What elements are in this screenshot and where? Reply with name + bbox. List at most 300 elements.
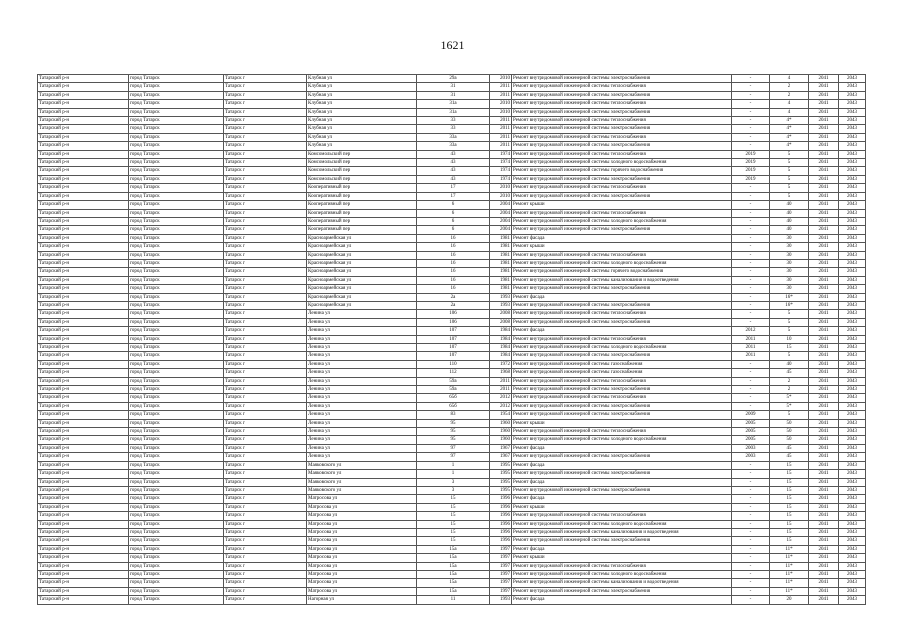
end-year-cell: 2043 [839,461,866,469]
end-year-cell: 2043 [839,201,866,209]
work-type-cell: Ремонт крыши [512,554,732,562]
work-type-cell: Ремонт внутридомовой инженерной системы теплоснабжения [512,562,732,570]
build-year-cell: 2011 [490,83,512,91]
house-number-cell: 16 [417,285,490,293]
house-number-cell: 110 [417,360,490,368]
last-repair-year-cell: 2019 [732,167,770,175]
settlement-cell: Татарск г [224,75,307,83]
end-year-cell: 2043 [839,192,866,200]
end-year-cell: 2043 [839,125,866,133]
build-year-cell: 1974 [490,167,512,175]
settlement-cell: Татарск г [224,159,307,167]
end-year-cell: 2043 [839,386,866,394]
last-repair-year-cell: - [732,142,770,150]
wear-percent-cell: 11* [770,570,809,578]
municipality-cell: город Татарск [129,327,224,335]
end-year-cell: 2043 [839,75,866,83]
wear-percent-cell: 5 [770,411,809,419]
settlement-cell: Татарск г [224,201,307,209]
settlement-cell: Татарск г [224,428,307,436]
build-year-cell: 2011 [490,142,512,150]
last-repair-year-cell: - [732,276,770,284]
district-cell: Татарский р-н [38,335,129,343]
last-repair-year-cell: - [732,587,770,595]
street-cell: Комсомольский пер [307,150,417,158]
municipality-cell: город Татарск [129,428,224,436]
street-cell: Маяковского ул [307,461,417,469]
house-number-cell: 15 [417,495,490,503]
district-cell: Татарский р-н [38,167,129,175]
settlement-cell: Татарск г [224,301,307,309]
street-cell: Ленина ул [307,369,417,377]
end-year-cell: 2043 [839,520,866,528]
district-cell: Татарский р-н [38,360,129,368]
wear-percent-cell: 45 [770,453,809,461]
start-year-cell: 2041 [809,545,839,553]
wear-percent-cell: 50 [770,428,809,436]
last-repair-year-cell: - [732,91,770,99]
build-year-cell: 1981 [490,276,512,284]
work-type-cell: Ремонт внутридомовой инженерной системы теплоснабжения [512,117,732,125]
work-type-cell: Ремонт внутридомовой инженерной системы теплоснабжения [512,335,732,343]
house-number-cell: 33а [417,142,490,150]
settlement-cell: Татарск г [224,495,307,503]
district-cell: Татарский р-н [38,91,129,99]
end-year-cell: 2043 [839,243,866,251]
last-repair-year-cell: - [732,562,770,570]
build-year-cell: 1960 [490,419,512,427]
work-type-cell: Ремонт внутридомовой инженерной системы теплоснабжения [512,377,732,385]
house-number-cell: 2а [417,293,490,301]
street-cell: Красноармейская ул [307,268,417,276]
last-repair-year-cell: - [732,537,770,545]
build-year-cell: 1974 [490,150,512,158]
municipality-cell: город Татарск [129,335,224,343]
house-number-cell: 3 [417,486,490,494]
wear-percent-cell: 11* [770,554,809,562]
build-year-cell: 1997 [490,562,512,570]
wear-percent-cell: 50 [770,436,809,444]
municipality-cell: город Татарск [129,369,224,377]
settlement-cell: Татарск г [224,486,307,494]
build-year-cell: 1993 [490,293,512,301]
municipality-cell: город Татарск [129,201,224,209]
district-cell: Татарский р-н [38,394,129,402]
work-type-cell: Ремонт внутридомовой инженерной системы газоснабжения [512,369,732,377]
build-year-cell: 1967 [490,453,512,461]
last-repair-year-cell: - [732,301,770,309]
start-year-cell: 2041 [809,91,839,99]
wear-percent-cell: 15 [770,528,809,536]
start-year-cell: 2041 [809,75,839,83]
municipality-cell: город Татарск [129,520,224,528]
house-number-cell: 43 [417,167,490,175]
municipality-cell: город Татарск [129,100,224,108]
district-cell: Татарский р-н [38,486,129,494]
municipality-cell: город Татарск [129,486,224,494]
build-year-cell: 1981 [490,268,512,276]
work-type-cell: Ремонт внутридомовой инженерной системы теплоснабжения [512,394,732,402]
wear-percent-cell: 15 [770,503,809,511]
table-row [38,570,866,578]
settlement-cell: Татарск г [224,562,307,570]
street-cell: Ленина ул [307,327,417,335]
street-cell: Красноармейская ул [307,251,417,259]
table-row [38,217,866,225]
start-year-cell: 2041 [809,360,839,368]
build-year-cell: 1984 [490,327,512,335]
municipality-cell: город Татарск [129,562,224,570]
district-cell: Татарский р-н [38,453,129,461]
street-cell: Нагорная ул [307,596,417,604]
start-year-cell: 2041 [809,192,839,200]
house-number-cell: 83 [417,411,490,419]
house-number-cell: 11 [417,596,490,604]
end-year-cell: 2043 [839,512,866,520]
street-cell: Клубная ул [307,125,417,133]
end-year-cell: 2043 [839,377,866,385]
work-type-cell: Ремонт внутридомовой инженерной системы электроснабжения [512,486,732,494]
wear-percent-cell: 5 [770,327,809,335]
start-year-cell: 2041 [809,503,839,511]
district-cell: Татарский р-н [38,75,129,83]
build-year-cell: 1997 [490,579,512,587]
settlement-cell: Татарск г [224,142,307,150]
house-number-cell: 33а [417,133,490,141]
last-repair-year-cell: - [732,209,770,217]
build-year-cell: 2010 [490,100,512,108]
wear-percent-cell: 11* [770,545,809,553]
street-cell: Клубная ул [307,142,417,150]
district-cell: Татарский р-н [38,251,129,259]
municipality-cell: город Татарск [129,495,224,503]
table-row [38,512,866,520]
last-repair-year-cell: 2011 [732,352,770,360]
end-year-cell: 2043 [839,251,866,259]
end-year-cell: 2043 [839,394,866,402]
end-year-cell: 2043 [839,436,866,444]
district-cell: Татарский р-н [38,436,129,444]
street-cell: Клубная ул [307,75,417,83]
build-year-cell: 1960 [490,428,512,436]
house-number-cell: 31 [417,83,490,91]
last-repair-year-cell: 2005 [732,419,770,427]
house-number-cell: 3 [417,478,490,486]
end-year-cell: 2043 [839,301,866,309]
wear-percent-cell: 30 [770,268,809,276]
table-row [38,327,866,335]
municipality-cell: город Татарск [129,419,224,427]
work-type-cell: Ремонт фасада [512,545,732,553]
table-row [38,133,866,141]
last-repair-year-cell: - [732,512,770,520]
build-year-cell: 1996 [490,495,512,503]
house-number-cell: 107 [417,327,490,335]
street-cell: Матросова ул [307,520,417,528]
settlement-cell: Татарск г [224,108,307,116]
wear-percent-cell: 4* [770,117,809,125]
house-number-cell: 16 [417,251,490,259]
table-row [38,554,866,562]
end-year-cell: 2043 [839,478,866,486]
last-repair-year-cell: - [732,528,770,536]
house-number-cell: 107 [417,344,490,352]
work-type-cell: Ремонт внутридомовой инженерной системы теплоснабжения [512,251,732,259]
municipality-cell: город Татарск [129,545,224,553]
work-type-cell: Ремонт внутридомовой инженерной системы электроснабжения [512,352,732,360]
municipality-cell: город Татарск [129,293,224,301]
work-type-cell: Ремонт внутридомовой инженерной системы газоснабжения [512,360,732,368]
table-row [38,436,866,444]
settlement-cell: Татарск г [224,377,307,385]
house-number-cell: 31а [417,100,490,108]
settlement-cell: Татарск г [224,217,307,225]
work-type-cell: Ремонт внутридомовой инженерной системы электроснабжения [512,453,732,461]
house-number-cell: 16 [417,234,490,242]
table-row [38,587,866,595]
district-cell: Татарский р-н [38,243,129,251]
build-year-cell: 1995 [490,478,512,486]
page-number: 1621 [440,38,465,52]
district-cell: Татарский р-н [38,428,129,436]
table-row [38,276,866,284]
district-cell: Татарский р-н [38,117,129,125]
table-row [38,411,866,419]
street-cell: Маяковского ул [307,486,417,494]
last-repair-year-cell: - [732,268,770,276]
last-repair-year-cell: - [732,478,770,486]
district-cell: Татарский р-н [38,285,129,293]
table-row [38,318,866,326]
street-cell: Клубная ул [307,91,417,99]
settlement-cell: Татарск г [224,579,307,587]
end-year-cell: 2043 [839,453,866,461]
table-row [38,226,866,234]
last-repair-year-cell: 2012 [732,327,770,335]
last-repair-year-cell: - [732,226,770,234]
last-repair-year-cell: - [732,83,770,91]
house-number-cell: 2а [417,301,490,309]
wear-percent-cell: 15 [770,478,809,486]
build-year-cell: 2008 [490,318,512,326]
street-cell: Ленина ул [307,444,417,452]
house-number-cell: 97 [417,453,490,461]
wear-percent-cell: 50 [770,419,809,427]
municipality-cell: город Татарск [129,268,224,276]
street-cell: Ленина ул [307,419,417,427]
table-row [38,201,866,209]
table-row [38,369,866,377]
municipality-cell: город Татарск [129,478,224,486]
wear-percent-cell: 45 [770,444,809,452]
district-cell: Татарский р-н [38,234,129,242]
street-cell: Ленина ул [307,344,417,352]
municipality-cell: город Татарск [129,377,224,385]
municipality-cell: город Татарск [129,394,224,402]
table-row [38,545,866,553]
start-year-cell: 2041 [809,184,839,192]
table-row [38,528,866,536]
start-year-cell: 2041 [809,167,839,175]
table-row [38,394,866,402]
wear-percent-cell: 11* [770,587,809,595]
table-row [38,344,866,352]
street-cell: Ленина ул [307,310,417,318]
last-repair-year-cell: - [732,133,770,141]
street-cell: Матросова ул [307,570,417,578]
last-repair-year-cell: 2011 [732,344,770,352]
capital-repair-table [37,74,866,605]
house-number-cell: 31 [417,91,490,99]
settlement-cell: Татарск г [224,436,307,444]
last-repair-year-cell: - [732,259,770,267]
settlement-cell: Татарск г [224,352,307,360]
start-year-cell: 2041 [809,150,839,158]
street-cell: Красноармейская ул [307,301,417,309]
table-row [38,419,866,427]
settlement-cell: Татарск г [224,293,307,301]
end-year-cell: 2043 [839,470,866,478]
table-row [38,470,866,478]
district-cell: Татарский р-н [38,344,129,352]
district-cell: Татарский р-н [38,150,129,158]
start-year-cell: 2041 [809,117,839,125]
work-type-cell: Ремонт внутридомовой инженерной системы теплоснабжения [512,100,732,108]
start-year-cell: 2041 [809,369,839,377]
build-year-cell: 2004 [490,217,512,225]
street-cell: Матросова ул [307,503,417,511]
district-cell: Татарский р-н [38,192,129,200]
house-number-cell: 43 [417,159,490,167]
district-cell: Татарский р-н [38,159,129,167]
wear-percent-cell: 16* [770,293,809,301]
street-cell: Кооперативный пер [307,209,417,217]
end-year-cell: 2043 [839,117,866,125]
end-year-cell: 2043 [839,419,866,427]
end-year-cell: 2043 [839,596,866,604]
table-row [38,486,866,494]
end-year-cell: 2043 [839,108,866,116]
municipality-cell: город Татарск [129,226,224,234]
last-repair-year-cell: - [732,554,770,562]
municipality-cell: город Татарск [129,436,224,444]
last-repair-year-cell: - [732,217,770,225]
work-type-cell: Ремонт внутридомовой инженерной системы горячего водоснабжения [512,268,732,276]
table-row [38,402,866,410]
work-type-cell: Ремонт внутридомовой инженерной системы электроснабжения [512,75,732,83]
build-year-cell: 1974 [490,159,512,167]
last-repair-year-cell: - [732,579,770,587]
settlement-cell: Татарск г [224,327,307,335]
district-cell: Татарский р-н [38,554,129,562]
build-year-cell: 1984 [490,344,512,352]
wear-percent-cell: 11* [770,562,809,570]
end-year-cell: 2043 [839,579,866,587]
district-cell: Татарский р-н [38,537,129,545]
build-year-cell: 2011 [490,117,512,125]
work-type-cell: Ремонт внутридомовой инженерной системы теплоснабжения [512,184,732,192]
street-cell: Ленина ул [307,318,417,326]
street-cell: Маяковского ул [307,470,417,478]
work-type-cell: Ремонт внутридомовой инженерной системы горячего водоснабжения [512,167,732,175]
municipality-cell: город Татарск [129,175,224,183]
last-repair-year-cell: - [732,520,770,528]
end-year-cell: 2043 [839,234,866,242]
wear-percent-cell: 5 [770,184,809,192]
house-number-cell: 15 [417,503,490,511]
build-year-cell: 2011 [490,91,512,99]
end-year-cell: 2043 [839,537,866,545]
house-number-cell: 15 [417,528,490,536]
wear-percent-cell: 2 [770,377,809,385]
work-type-cell: Ремонт внутридомовой инженерной системы канализования и водоотведения [512,528,732,536]
end-year-cell: 2043 [839,142,866,150]
table-row [38,285,866,293]
wear-percent-cell: 40 [770,226,809,234]
work-type-cell: Ремонт внутридомовой инженерной системы электроснабжения [512,175,732,183]
end-year-cell: 2043 [839,209,866,217]
wear-percent-cell: 15 [770,486,809,494]
end-year-cell: 2043 [839,318,866,326]
settlement-cell: Татарск г [224,478,307,486]
last-repair-year-cell: 2005 [732,428,770,436]
district-cell: Татарский р-н [38,226,129,234]
start-year-cell: 2041 [809,100,839,108]
table-row [38,495,866,503]
last-repair-year-cell: - [732,75,770,83]
work-type-cell: Ремонт внутридомовой инженерной системы электроснабжения [512,470,732,478]
work-type-cell: Ремонт внутридомовой инженерной системы электроснабжения [512,285,732,293]
start-year-cell: 2041 [809,318,839,326]
municipality-cell: город Татарск [129,461,224,469]
last-repair-year-cell: - [732,360,770,368]
street-cell: Матросова ул [307,587,417,595]
street-cell: Ленина ул [307,453,417,461]
wear-percent-cell: 30 [770,243,809,251]
district-cell: Татарский р-н [38,596,129,604]
work-type-cell: Ремонт внутридомовой инженерной системы канализования и водоотведения [512,579,732,587]
end-year-cell: 2043 [839,411,866,419]
start-year-cell: 2041 [809,108,839,116]
build-year-cell: 1981 [490,234,512,242]
work-type-cell: Ремонт внутридомовой инженерной системы теплоснабжения [512,310,732,318]
settlement-cell: Татарск г [224,100,307,108]
end-year-cell: 2043 [839,133,866,141]
house-number-cell: 29а [417,75,490,83]
settlement-cell: Татарск г [224,117,307,125]
work-type-cell: Ремонт внутридомовой инженерной системы холодного водоснабжения [512,520,732,528]
table-row [38,125,866,133]
table-row [38,117,866,125]
build-year-cell: 2008 [490,310,512,318]
last-repair-year-cell: - [732,184,770,192]
last-repair-year-cell: - [732,369,770,377]
table-row [38,234,866,242]
settlement-cell: Татарск г [224,344,307,352]
house-number-cell: 1 [417,461,490,469]
district-cell: Татарский р-н [38,327,129,335]
build-year-cell: 1984 [490,352,512,360]
wear-percent-cell: 15 [770,495,809,503]
house-number-cell: 33 [417,117,490,125]
wear-percent-cell: 40 [770,201,809,209]
start-year-cell: 2041 [809,133,839,141]
last-repair-year-cell: - [732,251,770,259]
house-number-cell: 106 [417,318,490,326]
municipality-cell: город Татарск [129,108,224,116]
last-repair-year-cell: - [732,394,770,402]
work-type-cell: Ремонт внутридомовой инженерной системы холодного водоснабжения [512,344,732,352]
